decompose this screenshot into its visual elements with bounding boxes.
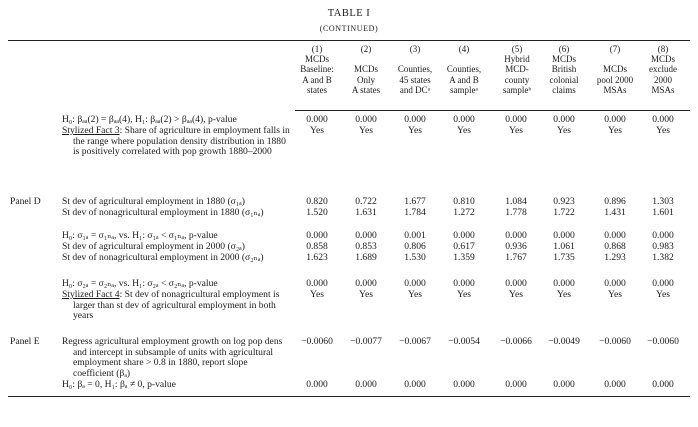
table-cell: 1.677 <box>404 196 426 207</box>
table-cell: 0.000 <box>355 379 377 390</box>
table-cell: 0.000 <box>306 379 328 390</box>
panel-e-label: Panel E <box>10 336 40 347</box>
table-cell: 1.431 <box>604 207 626 218</box>
table-cell: 0.001 <box>404 230 426 241</box>
column-header-2: (2) MCDs Only A states <box>351 44 381 95</box>
table-cell: 0.810 <box>453 196 475 207</box>
table-cell: 0.000 <box>505 114 527 125</box>
table-cell: −0.0054 <box>448 336 480 347</box>
table-cell: 1.689 <box>355 252 377 263</box>
table-cell: 0.000 <box>553 114 575 125</box>
table-cell: Yes <box>359 289 373 300</box>
table-cell: 1.601 <box>652 207 674 218</box>
table-cell: Yes <box>509 289 523 300</box>
column-header-8: (8) MCDs exclude 2000 MSAs <box>649 44 677 95</box>
table-cell: 1.272 <box>453 207 475 218</box>
table-cell: 0.000 <box>604 278 626 289</box>
panel-d-label: Panel D <box>10 196 41 207</box>
table-cell: 0.896 <box>604 196 626 207</box>
table-cell: 0.000 <box>306 230 328 241</box>
row-label-stylized-fact-4: Stylized Fact 4: St dev of nonagricultural employment is larger than st dev of agricultural employment in both years <box>62 289 280 322</box>
table-cell: 0.820 <box>306 196 328 207</box>
table-cell: Yes <box>457 289 471 300</box>
column-header-1: (1) MCDs Baseline: A and B states <box>300 44 334 95</box>
table-cell: Yes <box>608 289 622 300</box>
table-cell: 1.784 <box>404 207 426 218</box>
table-cell: 1.382 <box>652 252 674 263</box>
table-cell: 0.000 <box>652 379 674 390</box>
table-cell: 0.000 <box>306 114 328 125</box>
table-cell: Yes <box>608 125 622 136</box>
table-cell: 0.000 <box>453 230 475 241</box>
table-cell: 0.000 <box>505 230 527 241</box>
table-cell: Yes <box>310 289 324 300</box>
table-cell: −0.0060 <box>647 336 679 347</box>
table-cell: −0.0060 <box>301 336 333 347</box>
table-cell: 1.303 <box>652 196 674 207</box>
table-cell: 1.061 <box>553 241 575 252</box>
table-cell: 0.000 <box>306 278 328 289</box>
table-cell: −0.0066 <box>500 336 532 347</box>
table-cell: Yes <box>656 125 670 136</box>
table-cell: 0.000 <box>652 278 674 289</box>
table-cell: Yes <box>408 125 422 136</box>
row-label-regression: Regress agricultural employment growth on log pop dens and intercept in subsample of units with agricultural employment share > 0.8 in 1880, report slope coefficient (βₐ) <box>62 336 283 379</box>
row-label-sd-nonag-2000: St dev of nonagricultural employment in 2000 (σ₂ₙₐ) <box>62 252 264 263</box>
table-cell: 0.000 <box>355 114 377 125</box>
table-cell: 0.806 <box>404 241 426 252</box>
table-cell: 0.000 <box>604 114 626 125</box>
table-cell: 0.000 <box>553 278 575 289</box>
table-cell: Yes <box>509 125 523 136</box>
table-cell: −0.0077 <box>350 336 382 347</box>
row-label-hypothesis-sigma2: H₀: σ₂ₐ = σ₂ₙₐ, vs. H₁: σ₂ₐ < σ₂ₙₐ, p-value <box>62 278 218 289</box>
row-label-hypothesis-beta-a: H₀: βₐ = 0, H₁: βₐ ≠ 0, p-value <box>62 379 176 390</box>
table-title: TABLE I <box>327 8 371 19</box>
column-header-5: (5) Hybrid MCD- county sampleᵇ <box>502 44 532 95</box>
table-cell: 0.000 <box>355 230 377 241</box>
table-cell: 0.000 <box>404 114 426 125</box>
table-cell: 0.000 <box>652 114 674 125</box>
table-cell: 0.000 <box>652 230 674 241</box>
table-cell: Yes <box>310 125 324 136</box>
table-cell: 0.722 <box>355 196 377 207</box>
row-label-sd-nonag-1880: St dev of nonagricultural employment in 1880 (σ₁ₙₐ) <box>62 207 264 218</box>
row-label-sd-ag-1880: St dev of agricultural employment in 1880 (σ₁ₐ) <box>62 196 245 207</box>
header-rule <box>295 110 690 111</box>
row-label-hypothesis-sigma1: H₀: σ₁ₐ = σ₁ₙₐ, vs. H₁: σ₁ₐ < σ₁ₙₐ, p-value <box>62 230 218 241</box>
column-header-6: (6) MCDs British colonial claims <box>549 44 579 95</box>
table-cell: Yes <box>557 289 571 300</box>
table-cell: 1.767 <box>505 252 527 263</box>
table-cell: 0.853 <box>355 241 377 252</box>
table-cell: −0.0049 <box>548 336 580 347</box>
table-cell: Yes <box>359 125 373 136</box>
table-cell: 0.858 <box>306 241 328 252</box>
table-cell: 0.000 <box>404 278 426 289</box>
table-cell: 0.617 <box>453 241 475 252</box>
table-cell: Yes <box>408 289 422 300</box>
table-cell: 0.936 <box>505 241 527 252</box>
table-cell: 0.000 <box>404 379 426 390</box>
table-cell: Yes <box>457 125 471 136</box>
column-header-7: (7) MCDs pool 2000 MSAs <box>596 44 634 95</box>
table-cell: 0.000 <box>453 114 475 125</box>
row-label-sd-ag-2000: St dev of agricultural employment in 2000 (σ₂ₐ) <box>62 241 245 252</box>
column-header-3: (3) Counties, 45 states and DCᵃ <box>397 44 433 95</box>
table-cell: 0.000 <box>553 379 575 390</box>
table-cell: 1.623 <box>306 252 328 263</box>
column-header-4: (4) Counties, A and B sampleᵃ <box>446 44 482 95</box>
table-cell: 0.923 <box>553 196 575 207</box>
table-cell: 1.631 <box>355 207 377 218</box>
table-cell: 0.000 <box>604 379 626 390</box>
table-cell: 1.530 <box>404 252 426 263</box>
row-label-hypothesis-beta: H₀: βₐₐ(2) = βₐₐ(4), H₁: βₐₐ(2) > βₐₐ(4), p-value <box>62 114 237 125</box>
table-cell: 1.722 <box>553 207 575 218</box>
table-cell: 0.000 <box>604 230 626 241</box>
table-cell: 1.084 <box>505 196 527 207</box>
table-cell: 1.359 <box>453 252 475 263</box>
table-cell: 1.778 <box>505 207 527 218</box>
table-cell: 0.000 <box>453 278 475 289</box>
table-cell: 0.000 <box>355 278 377 289</box>
bottom-rule <box>8 396 690 397</box>
table-cell: 0.000 <box>505 379 527 390</box>
table-cell: −0.0060 <box>599 336 631 347</box>
table-cell: 0.000 <box>505 278 527 289</box>
table-cell: Yes <box>557 125 571 136</box>
table-cell: 0.000 <box>553 230 575 241</box>
table-cell: −0.0067 <box>399 336 431 347</box>
row-label-stylized-fact-3: Stylized Fact 3: Share of agriculture in employment falls in the range where population density distribution in 1880 is positively correlated with pop growth 1880–2000 <box>62 125 290 158</box>
table-cell: 1.520 <box>306 207 328 218</box>
table-cell: 0.983 <box>652 241 674 252</box>
table-subtitle: (CONTINUED) <box>319 24 379 33</box>
table-cell: 1.735 <box>553 252 575 263</box>
table-cell: 0.868 <box>604 241 626 252</box>
table-cell: 1.293 <box>604 252 626 263</box>
top-rule <box>8 40 690 41</box>
table-cell: 0.000 <box>453 379 475 390</box>
table-cell: Yes <box>656 289 670 300</box>
